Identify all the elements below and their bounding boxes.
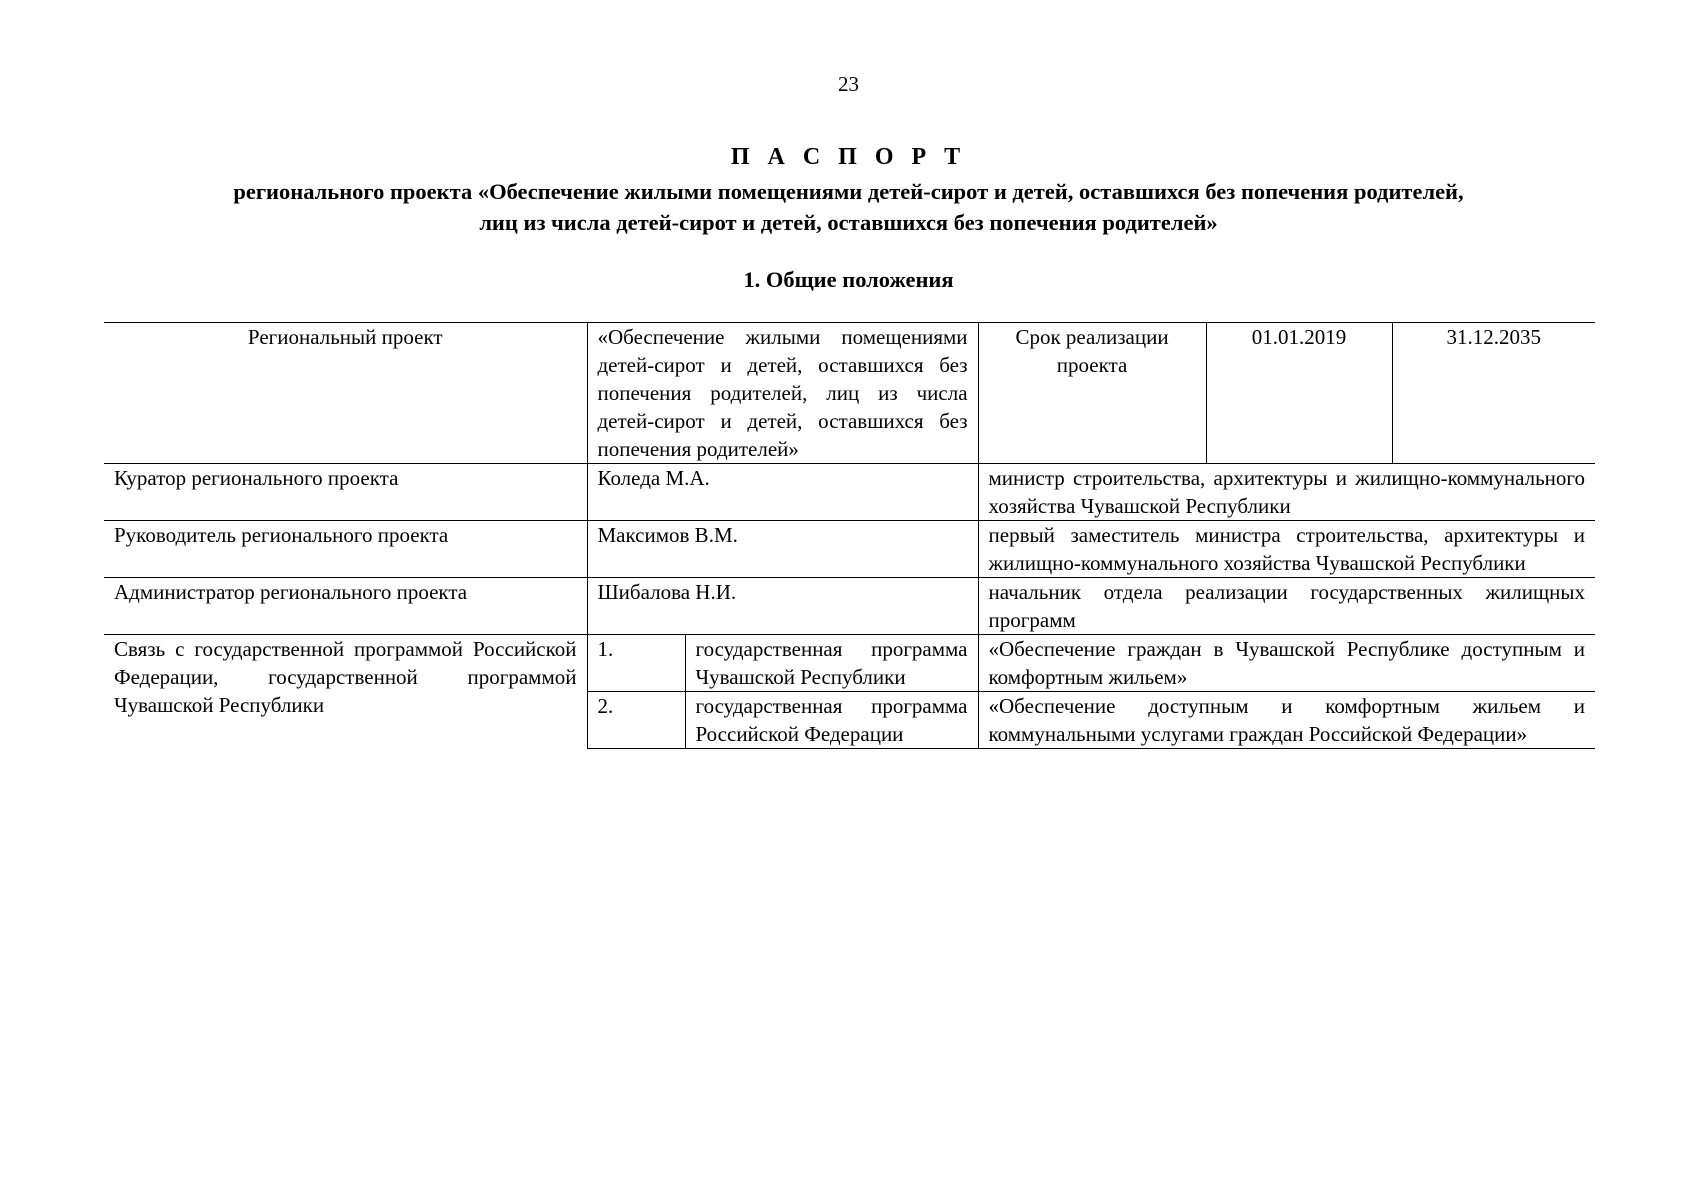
link-program-1-name: «Обеспечение граждан в Чувашской Республике доступным и комфортным жильем»	[978, 635, 1595, 692]
head-position: первый заместитель министра строительства, архитектуры и жилищно-коммунального хозяйства Чувашской Республики	[978, 521, 1595, 578]
curator-position: министр строительства, архитектуры и жилищно-коммунального хозяйства Чувашской Республики	[978, 464, 1595, 521]
subtitle-line-1: регионального проекта «Обеспечение жилыми помещениями детей-сирот и детей, оставшихся без попечения родителей,	[233, 179, 1464, 204]
table-row-head	[104, 521, 1595, 578]
link-program-2-type: государственная программа Российской Федерации	[685, 692, 978, 749]
section-title: 1. Общие положения	[743, 267, 954, 292]
administrator-person: Шибалова Н.И.	[587, 578, 978, 635]
administrator-label: Администратор регионального проекта	[104, 578, 587, 635]
project-end-date: 31.12.2035	[1392, 323, 1595, 464]
project-label: Региональный проект	[104, 323, 587, 464]
table-row-link-1	[104, 635, 1595, 692]
table-row-project	[104, 323, 1595, 464]
link-program-2-name: «Обеспечение доступным и комфортным жильем и коммунальными услугами граждан Российской Федерации»	[978, 692, 1595, 749]
head-label: Руководитель регионального проекта	[104, 521, 587, 578]
link-program-1-num: 1.	[587, 635, 685, 692]
link-label: Связь с государственной программой Российской Федерации, государственной программой Чувашской Республики	[104, 635, 587, 749]
link-program-2-num: 2.	[587, 692, 685, 749]
administrator-position: начальник отдела реализации государственных жилищных программ	[978, 578, 1595, 635]
head-person: Максимов В.М.	[587, 521, 978, 578]
table-row-administrator	[104, 578, 1595, 635]
curator-person: Коледа М.А.	[587, 464, 978, 521]
project-start-date: 01.01.2019	[1206, 323, 1392, 464]
page-number: 23	[838, 72, 859, 96]
project-name: «Обеспечение жилыми помещениями детей-сирот и детей, оставшихся без попечения родителей, лиц из числа детей-сирот и детей, оставшихся без попечения родителей»	[587, 323, 978, 464]
link-program-1-type: государственная программа Чувашской Республики	[685, 635, 978, 692]
subtitle-line-2: лиц из числа детей-сирот и детей, оставшихся без попечения родителей»	[479, 210, 1218, 235]
project-term-label: Срок реализации проекта	[978, 323, 1206, 464]
document-subtitle	[110, 176, 1587, 238]
document-title: П А С П О Р Т	[730, 144, 967, 170]
curator-label: Куратор регионального проекта	[104, 464, 587, 521]
general-provisions-table	[104, 322, 1595, 749]
table-row-curator	[104, 464, 1595, 521]
